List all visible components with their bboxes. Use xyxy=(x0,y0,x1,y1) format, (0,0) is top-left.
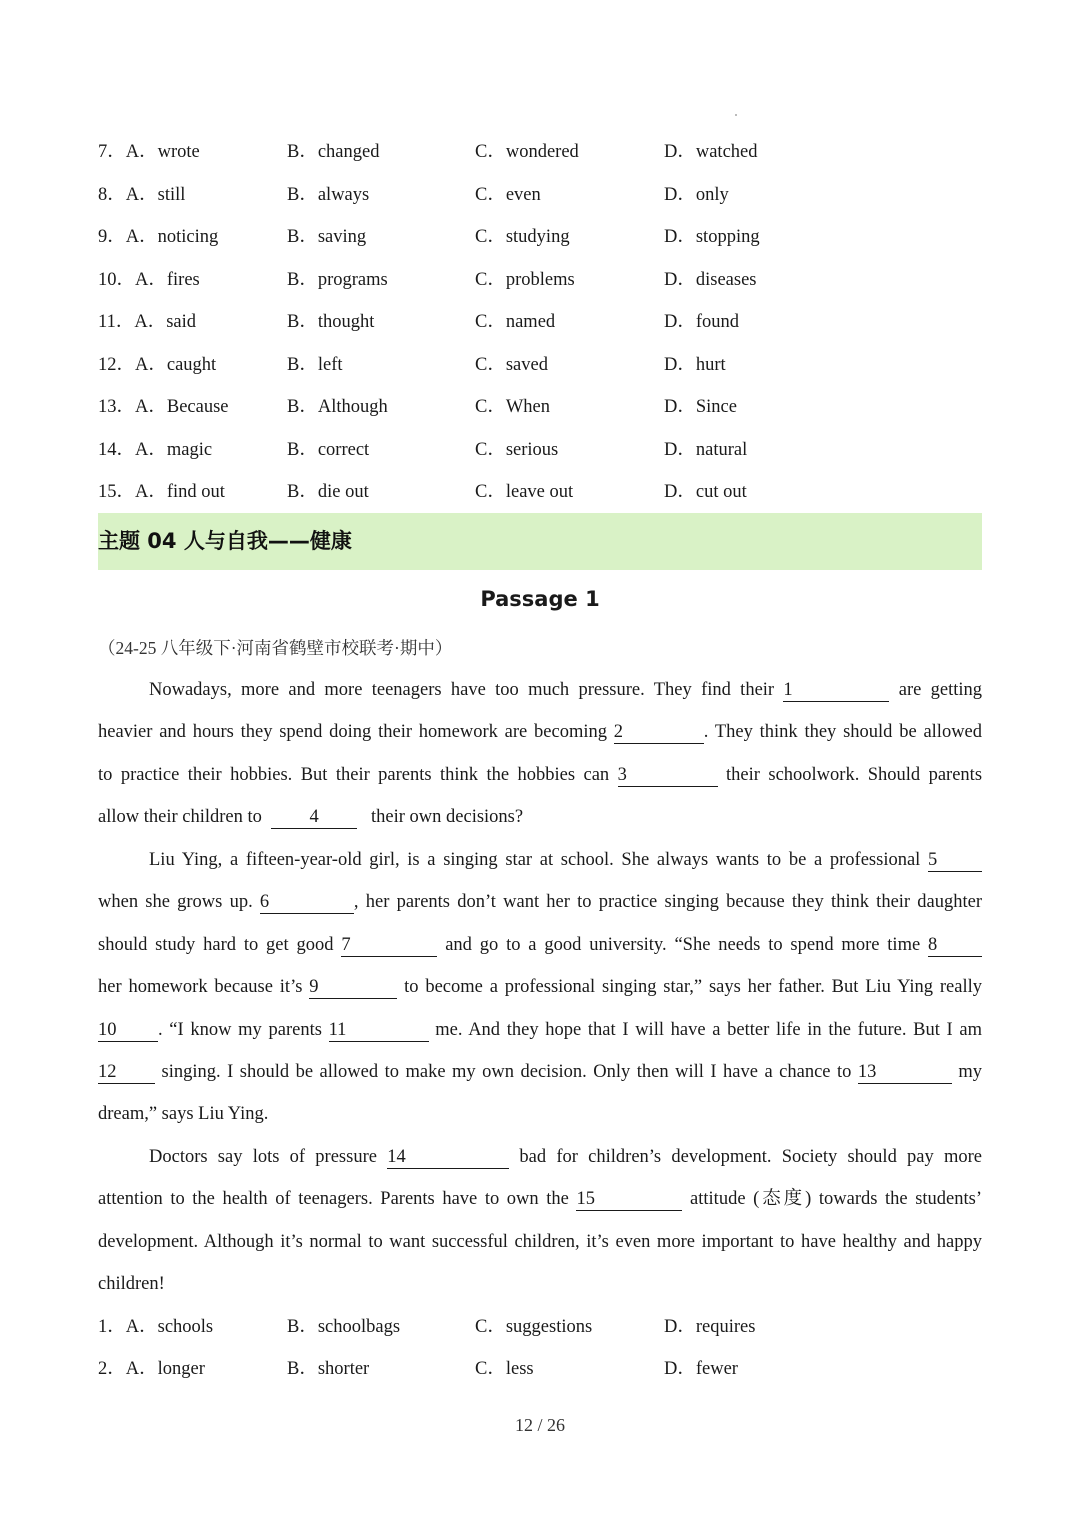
section-title: 主题 04 人与自我——健康 xyxy=(98,529,352,553)
option-b: B．left xyxy=(287,355,343,375)
paragraph-1-line-1: Nowadays, more and more teenagers have too much pressure. They find their 1 are getting xyxy=(149,680,983,700)
option-a-text: A．still xyxy=(125,185,186,205)
option-a xyxy=(98,265,200,295)
paragraph-2-line-5: 10 . “I know my parents 11 me. And they hope that I will have a better life in the future. But I am xyxy=(98,1020,982,1040)
page-number: 12 / 26 xyxy=(514,1415,565,1435)
option-a xyxy=(98,137,200,167)
paragraph-3-line-3: development. Although it’s normal to want successful children, it’s even more important to have healthy and happy xyxy=(98,1232,982,1252)
blank-12: 12 xyxy=(98,1061,155,1084)
option-row xyxy=(98,1354,978,1384)
blank-9: 9 xyxy=(309,976,397,999)
option-row xyxy=(98,222,978,252)
option-a xyxy=(98,435,212,465)
option-b: B．changed xyxy=(287,142,380,162)
option-b: B．schoolbags xyxy=(287,1317,401,1337)
paragraph-2-line-3: should study hard to get good 7 and go to a good university. “She needs to spend more time 8 xyxy=(98,930,982,960)
question-number: 9． xyxy=(98,227,126,247)
option-c: C．named xyxy=(475,312,556,332)
option-b: B．thought xyxy=(287,312,375,332)
paragraph-1-line-2: heavier and hours they spend doing their homework are becoming 2 . They think they should be allowed xyxy=(98,722,983,742)
paragraph-3-line-2: attention to the health of teenagers. Parents have to own the 15 attitude (态度) towards the students’ xyxy=(98,1189,983,1209)
option-b: B．correct xyxy=(287,440,370,460)
option-a-text: A．find out xyxy=(135,482,225,502)
option-row xyxy=(98,137,978,167)
option-a-text: A．fires xyxy=(135,270,200,290)
paragraph-2-line-6: 12 singing. I should be allowed to make my own decision. Only then will I have a chance to 13 my xyxy=(98,1062,983,1082)
blank-10: 10 xyxy=(98,1019,158,1042)
option-row xyxy=(98,180,978,210)
paragraph-3-line-1: Doctors say lots of pressure 14 bad for children’s development. Society should pay more xyxy=(149,1147,983,1167)
passage-source: （24-25 八年级下·河南省鹤壁市校联考·期中） xyxy=(98,638,453,658)
option-a xyxy=(98,180,185,210)
paragraph-2-line-1: Liu Ying, a fifteen-year-old girl, is a singing star at school. She always wants to be a professional 5 xyxy=(149,845,982,875)
option-a-text: A．magic xyxy=(135,440,213,460)
question-number: 2． xyxy=(98,1359,126,1379)
option-a-text: A．said xyxy=(134,312,196,332)
blank-7: 7 xyxy=(341,934,437,957)
option-c: C．leave out xyxy=(475,482,574,502)
scan-dot xyxy=(735,114,737,116)
option-a-text: A．Because xyxy=(135,397,229,417)
paragraph-3-line-4: children! xyxy=(98,1274,165,1294)
option-d: D．stopping xyxy=(664,227,760,247)
option-c: C．problems xyxy=(475,270,575,290)
option-a xyxy=(98,307,196,337)
option-d: D．found xyxy=(664,312,740,332)
option-c: C．less xyxy=(475,1359,534,1379)
option-row xyxy=(98,435,978,465)
paragraph-2-line-4: her homework because it’s 9 to become a professional singing star,” says her father. But Liu Ying really xyxy=(98,977,983,997)
option-a-text: A．noticing xyxy=(125,227,219,247)
blank-6: 6 xyxy=(260,891,354,914)
blank-4: 4 xyxy=(271,806,357,829)
option-a xyxy=(98,392,229,422)
option-row xyxy=(98,477,978,507)
option-c: C．suggestions xyxy=(475,1317,593,1337)
option-b: B．saving xyxy=(287,227,367,247)
option-d: D．requires xyxy=(664,1317,756,1337)
option-b: B．die out xyxy=(287,482,369,502)
option-a-text: A．schools xyxy=(125,1317,214,1337)
paragraph-2-line-7: dream,” says Liu Ying. xyxy=(98,1104,269,1124)
option-d: D．fewer xyxy=(664,1359,738,1379)
option-c: C．even xyxy=(475,185,541,205)
option-b: B．Although xyxy=(287,397,388,417)
paragraph-1-line-4: allow their children to 4 their own decisions? xyxy=(98,807,524,827)
option-row xyxy=(98,392,978,422)
option-d: D．cut out xyxy=(664,482,747,502)
blank-3: 3 xyxy=(618,764,718,787)
question-number: 10． xyxy=(98,270,136,290)
option-a xyxy=(98,350,216,380)
option-d: D．natural xyxy=(664,440,748,460)
option-b: B．programs xyxy=(287,270,388,290)
option-a xyxy=(98,1354,205,1384)
option-a-text: A．wrote xyxy=(125,142,200,162)
option-a xyxy=(98,477,225,507)
option-row xyxy=(98,265,978,295)
option-c: C．wondered xyxy=(475,142,579,162)
paragraph-2-line-2: when she grows up. 6 , her parents don’t want her to practice singing because they think their daughter xyxy=(98,892,983,912)
blank-14: 14 xyxy=(387,1146,509,1169)
option-c: C．When xyxy=(475,397,551,417)
blank-15: 15 xyxy=(576,1188,682,1211)
question-number: 7． xyxy=(98,142,126,162)
blank-5: 5 xyxy=(928,849,982,872)
blank-13: 13 xyxy=(858,1061,952,1084)
option-d: D．hurt xyxy=(664,355,726,375)
question-number: 15． xyxy=(98,482,136,502)
option-c: C．saved xyxy=(475,355,548,375)
option-row xyxy=(98,1312,978,1342)
paragraph-1-line-3: to practice their hobbies. But their parents think the hobbies can 3 their schoolwork. Should parents xyxy=(98,765,983,785)
question-number: 11． xyxy=(98,312,135,332)
option-a xyxy=(98,1312,213,1342)
question-number: 14． xyxy=(98,440,136,460)
passage-title: Passage 1 xyxy=(480,587,600,611)
blank-1: 1 xyxy=(783,679,889,702)
question-number: 13． xyxy=(98,397,136,417)
option-a xyxy=(98,222,218,252)
question-number: 12． xyxy=(98,355,136,375)
option-row xyxy=(98,307,978,337)
option-a-text: A．caught xyxy=(135,355,217,375)
option-row xyxy=(98,350,978,380)
option-b: B．always xyxy=(287,185,370,205)
blank-11: 11 xyxy=(329,1019,429,1042)
option-c: C．studying xyxy=(475,227,570,247)
option-b: B．shorter xyxy=(287,1359,370,1379)
question-number: 1． xyxy=(98,1317,126,1337)
section-banner xyxy=(98,513,982,570)
option-a-text: A．longer xyxy=(125,1359,205,1379)
option-d: D．only xyxy=(664,185,729,205)
option-d: D．diseases xyxy=(664,270,757,290)
blank-8: 8 xyxy=(928,934,982,957)
question-number: 8． xyxy=(98,185,126,205)
option-c: C．serious xyxy=(475,440,559,460)
option-d: D．Since xyxy=(664,397,737,417)
option-d: D．watched xyxy=(664,142,758,162)
blank-2: 2 xyxy=(614,721,704,744)
